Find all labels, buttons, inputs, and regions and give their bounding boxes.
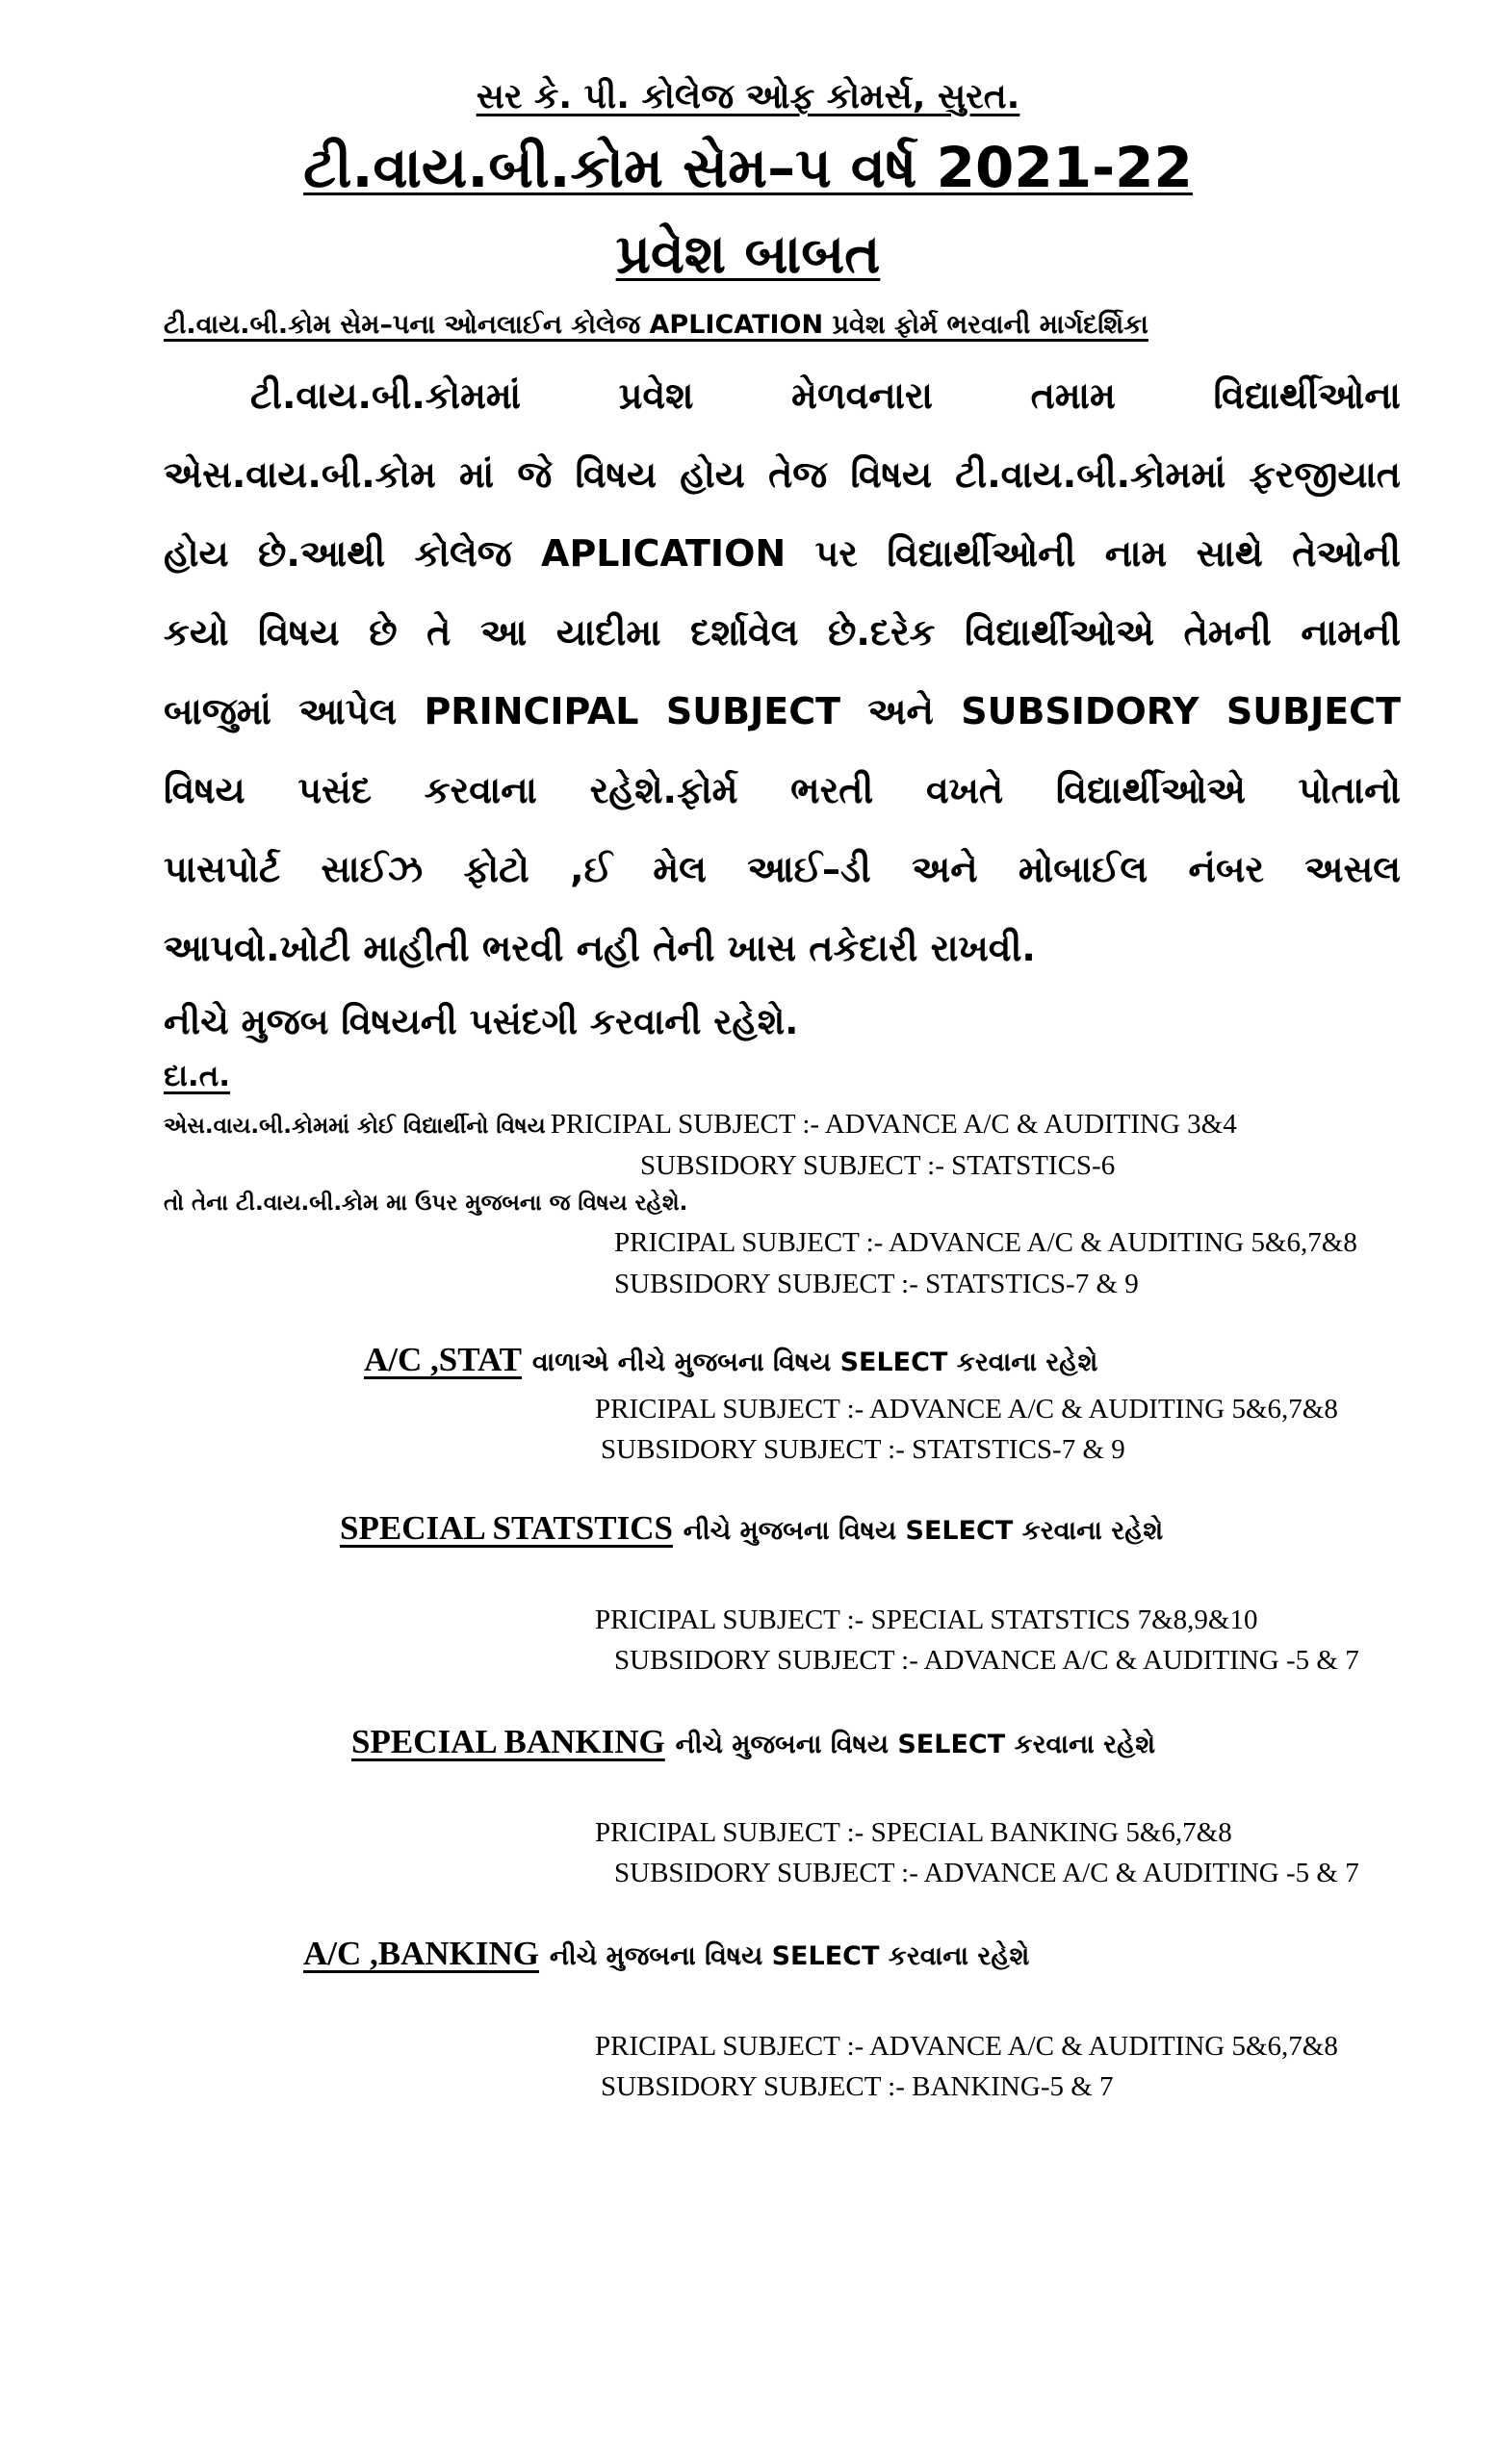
- section-ac-stat-subsidiary: SUBSIDORY SUBJECT :- STATSTICS-7 & 9: [601, 1434, 1125, 1465]
- paragraph-line-8: આપવો.ખોટી માહીતી ભરવી નહી તેની ખાસ તકેદારી રાખવી.: [164, 927, 1036, 969]
- section-instruction: નીચે મુજબના વિષય SELECT કરવાના રહેશે: [683, 1516, 1164, 1546]
- ty-principal-subject: PRICIPAL SUBJECT :- ADVANCE A/C & AUDITING 5&6,7&8: [614, 1227, 1357, 1258]
- section-ac-banking-heading: [303, 1935, 1029, 1973]
- section-title: SPECIAL BANKING: [351, 1723, 665, 1760]
- paragraph-line-5: બાજુમાં આપેલ PRINCIPAL SUBJECT અને SUBSIDORY SUBJECT: [164, 690, 1401, 732]
- section-special-statstics-principal: PRICIPAL SUBJECT :- SPECIAL STATSTICS 7&8,9&10: [595, 1604, 1258, 1635]
- section-title: SPECIAL STATSTICS: [340, 1509, 673, 1547]
- paragraph-line-4: કયો વિષય છે તે આ યાદીમા દર્શાવેલ છે.દરેક વિદ્યાર્થીઓએ તેમની નામની: [164, 611, 1401, 654]
- subject-title: પ્રવેશ બાબત: [615, 223, 881, 286]
- course-title: ટી.વાય.બી.કોમ સેમ–પ વર્ષ 2021-22: [303, 135, 1193, 200]
- section-instruction: વાળાએ નીચે મુજબના વિષય SELECT કરવાના રહેશે: [531, 1348, 1098, 1377]
- section-special-statstics-subsidiary: SUBSIDORY SUBJECT :- ADVANCE A/C & AUDITING -5 & 7: [614, 1645, 1359, 1676]
- sy-example-prefix: એસ.વાય.બી.કોમમાં કોઈ વિદ્યાર્થીનો વિષય: [164, 1114, 546, 1139]
- ty-subsidiary-subject: SUBSIDORY SUBJECT :- STATSTICS-7 & 9: [614, 1269, 1139, 1299]
- section-special-banking-heading: [351, 1723, 1155, 1761]
- example-label: દા.ત.: [164, 1059, 231, 1093]
- section-ac-stat-heading: [364, 1341, 1097, 1379]
- section-special-banking-subsidiary: SUBSIDORY SUBJECT :- ADVANCE A/C & AUDITING -5 & 7: [614, 1858, 1359, 1888]
- section-instruction: નીચે મુજબના વિષય SELECT કરવાના રહેશે: [549, 1941, 1030, 1971]
- section-ac-banking-subsidiary: SUBSIDORY SUBJECT :- BANKING-5 & 7: [601, 2071, 1114, 2102]
- guideline-subheading: ટી.વાય.બી.કોમ સેમ–પના ઓનલાઈન કોલેજ APLICATION પ્રવેશ ફોર્મ ભરવાની માર્ગદર્શિકા: [164, 310, 1148, 340]
- section-instruction: નીચે મુજબના વિષય SELECT કરવાના રહેશે: [675, 1730, 1156, 1759]
- section-title: A/C ,BANKING: [303, 1935, 540, 1972]
- sy-principal-subject: PRICIPAL SUBJECT :- ADVANCE A/C & AUDITING 3&4: [550, 1109, 1237, 1140]
- paragraph-line-6: વિષય પસંદ કરવાના રહેશે.ફોર્મ ભરતી વખતે વિદ્યાર્થીઓએ પોતાનો: [164, 769, 1401, 811]
- paragraph-line-2: એસ.વાય.બી.કોમ માં જે વિષય હોય તેજ વિષય ટી.વાય.બી.કોમમાં ફરજીયાત: [164, 453, 1401, 496]
- selection-instruction: નીચે મુજબ વિષયની પસંદગી કરવાની રહેશે.: [164, 1001, 799, 1042]
- ty-example-text: તો તેના ટી.વાય.બી.કોમ મા ઉપર મુજબના જ વિષય રહેશે.: [164, 1191, 688, 1216]
- section-title: A/C ,STAT: [364, 1341, 523, 1378]
- sy-example-row: [164, 1109, 1237, 1141]
- section-special-banking-principal: PRICIPAL SUBJECT :- SPECIAL BANKING 5&6,7&8: [595, 1817, 1232, 1848]
- sy-subsidiary-subject: SUBSIDORY SUBJECT :- STATSTICS-6: [640, 1150, 1116, 1181]
- paragraph-line-1: ટી.વાય.બી.કોમમાં પ્રવેશ મેળવનારા તમામ વિદ્યાર્થીઓના: [250, 374, 1401, 417]
- paragraph-line-7: પાસપોર્ટ સાઈઝ ફોટો ,ઈ મેલ આઈ–ડી અને મોબાઈલ નંબર અસલ: [164, 848, 1401, 890]
- section-ac-banking-principal: PRICIPAL SUBJECT :- ADVANCE A/C & AUDITING 5&6,7&8: [595, 2031, 1338, 2062]
- paragraph-line-3: હોય છે.આથી કોલેજ APLICATION પર વિદ્યાર્થીઓની નામ સાથે તેઓની: [164, 532, 1401, 575]
- section-ac-stat-principal: PRICIPAL SUBJECT :- ADVANCE A/C & AUDITING 5&6,7&8: [595, 1394, 1338, 1424]
- college-name: સર કે. પી. કોલેજ ઓફ કોમર્સ, સુરત.: [476, 77, 1020, 116]
- section-special-statstics-heading: [340, 1509, 1163, 1548]
